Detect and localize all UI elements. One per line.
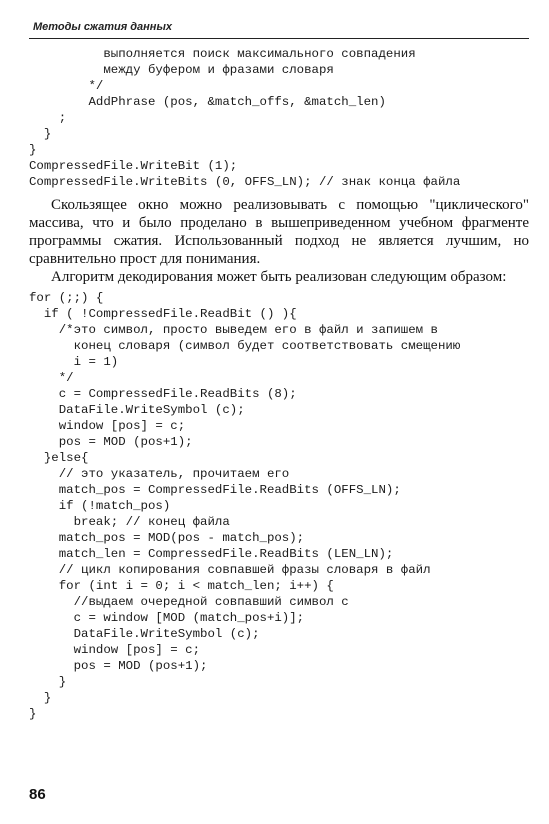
code-line: for (int i = 0; i < match_len; i++) { — [29, 579, 334, 593]
code-line: ; — [29, 111, 67, 125]
code-line: match_len = CompressedFile.ReadBits (LEN_LN); — [29, 547, 394, 561]
code-line: } — [29, 675, 67, 689]
code-line: } — [29, 691, 52, 705]
paragraph-decoding-intro: Алгоритм декодирования может быть реализован следующим образом: — [51, 269, 507, 285]
code-line: window [pos] = c; — [29, 419, 186, 433]
code-line: i = 1) — [29, 355, 119, 369]
code-line: между буфером и фразами словаря — [29, 63, 334, 77]
code-line: } — [29, 143, 37, 157]
code-line: */ — [29, 371, 74, 385]
code-line: c = CompressedFile.ReadBits (8); — [29, 387, 297, 401]
code-line: match_pos = CompressedFile.ReadBits (OFFS_LN); — [29, 483, 401, 497]
code-line: /*это символ, просто выведем его в файл и запишем в — [29, 323, 438, 337]
code-line: match_pos = MOD(pos - match_pos); — [29, 531, 305, 545]
code-line: if ( !CompressedFile.ReadBit () ){ — [29, 307, 297, 321]
code-line: for (;;) { — [29, 291, 104, 305]
code-line: } — [29, 127, 52, 141]
code-line: выполняется поиск максимального совпадения — [29, 47, 416, 61]
code-line: // цикл копирования совпавшей фразы словаря в файл — [29, 563, 431, 577]
code-line: // это указатель, прочитаем его — [29, 467, 290, 481]
body-text — [29, 196, 529, 286]
code-line: }else{ — [29, 451, 89, 465]
code-line: конец словаря (символ будет соответствовать смещению — [29, 339, 461, 353]
code-line: } — [29, 707, 37, 721]
code-line: DataFile.WriteSymbol (c); — [29, 627, 260, 641]
code-line: //выдаем очередной совпавший символ с — [29, 595, 349, 609]
code-listing-decoder — [29, 290, 460, 722]
code-line: window [pos] = c; — [29, 643, 201, 657]
code-listing-top — [29, 46, 460, 190]
code-line: pos = MOD (pos+1); — [29, 435, 193, 449]
paragraph-sliding-window: Скользящее окно можно реализовывать с помощью "циклического" массива, что и было проделано в вышеприведенном учебном фрагменте программы сжатия. Использованный подход не является лучшим, но сравнительно прост для понимания. — [29, 197, 529, 267]
code-line: break; // конец файла — [29, 515, 230, 529]
code-line: AddPhrase (pos, &match_offs, &match_len) — [29, 95, 386, 109]
code-line: CompressedFile.WriteBit (1); — [29, 159, 238, 173]
page-number: 86 — [29, 786, 46, 803]
code-line: pos = MOD (pos+1); — [29, 659, 208, 673]
code-line: */ — [29, 79, 104, 93]
code-line: if (!match_pos) — [29, 499, 171, 513]
code-line: DataFile.WriteSymbol (c); — [29, 403, 245, 417]
code-line: CompressedFile.WriteBits (0, OFFS_LN); // знак конца файла — [29, 175, 461, 189]
running-header-title: Методы сжатия данных — [33, 21, 172, 33]
code-line: c = window [MOD (match_pos+i)]; — [29, 611, 305, 625]
running-header — [29, 20, 529, 39]
